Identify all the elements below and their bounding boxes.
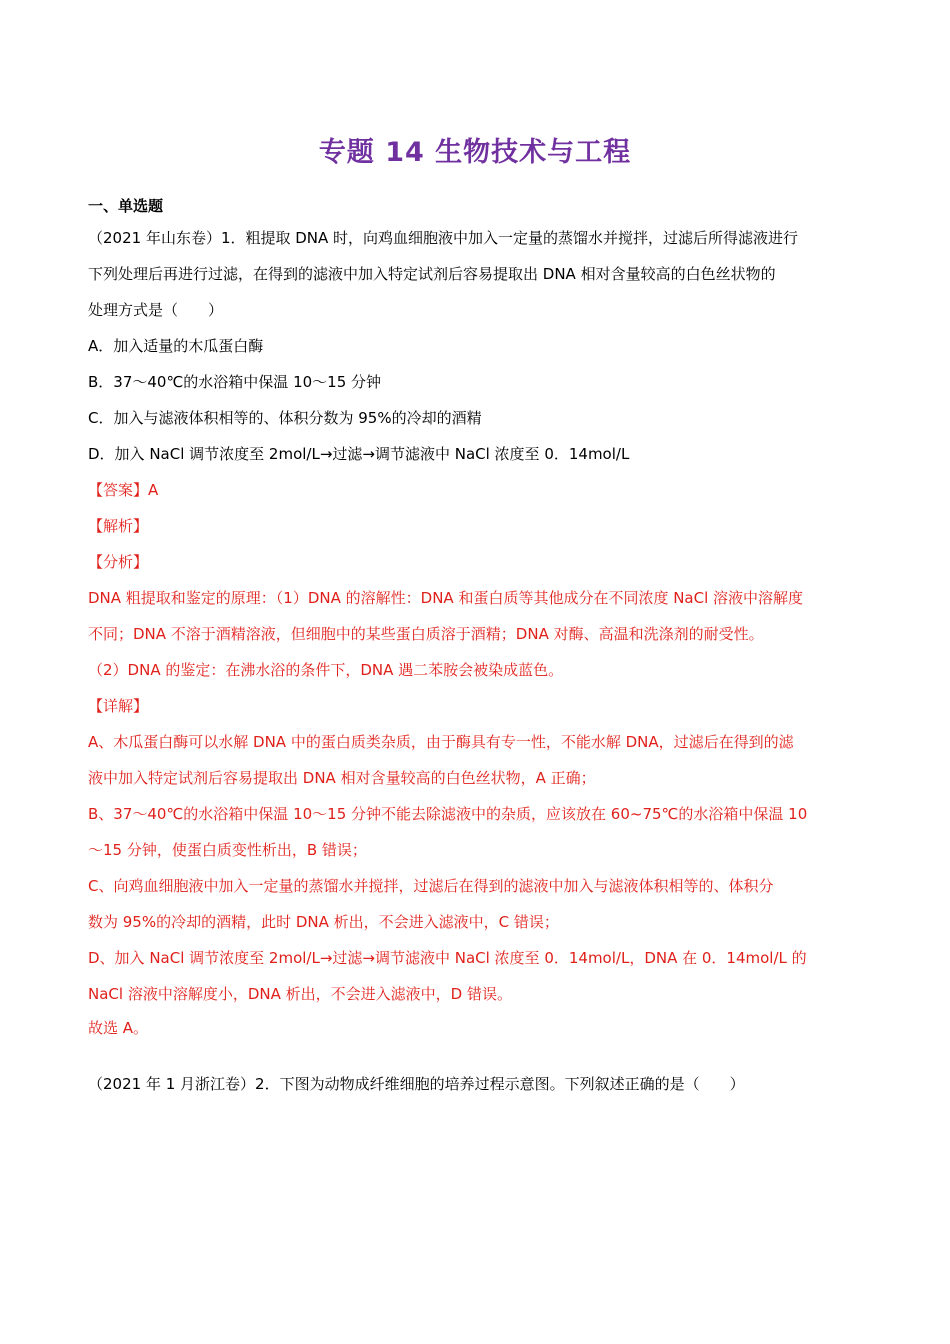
detail-line-7: D、加入 NaCl 调节浓度至 2mol/L→过滤→调节滤液中 NaCl 浓度至 0．14mol/L，DNA 在 0．14mol/L 的 <box>88 949 807 967</box>
detail-line-3: B、37～40℃的水浴箱中保温 10～15 分钟不能去除滤液中的杂质，应该放在 60~75℃的水浴箱中保温 10 <box>88 805 808 823</box>
analysis-line-3: （2）DNA 的鉴定：在沸水浴的条件下，DNA 遇二苯胺会被染成蓝色。 <box>88 661 564 679</box>
detail-line-4: ～15 分钟，使蛋白质变性析出，B 错误； <box>88 841 367 859</box>
answer-label: 【答案】A <box>88 481 159 499</box>
section-heading: 一、单选题 <box>88 197 164 215</box>
option-c: C．加入与滤液体积相等的、体积分数为 95%的冷却的酒精 <box>88 409 482 427</box>
question-1-stem-line-1: （2021 年山东卷）1．粗提取 DNA 时，向鸡血细胞液中加入一定量的蒸馏水并搅拌，过滤后所得滤液进行 <box>88 229 799 247</box>
question-2-stem: （2021 年 1 月浙江卷）2．下图为动物成纤维细胞的培养过程示意图。下列叙述正确的是（ ） <box>88 1075 745 1093</box>
question-2 <box>88 1066 863 1102</box>
page-title: 专题 14 生物技术与工程 <box>318 137 632 168</box>
analysis-line-2: 不同；DNA 不溶于酒精溶液，但细胞中的某些蛋白质溶于酒精；DNA 对酶、高温和洗涤剂的耐受性。 <box>88 625 764 643</box>
question-1-stem-line-3: 处理方式是（ ） <box>88 301 224 319</box>
question-1-stem-line-2: 下列处理后再进行过滤，在得到的滤液中加入特定试剂后容易提取出 DNA 相对含量较高的白色丝状物的 <box>88 265 776 283</box>
question-1 <box>88 220 863 1044</box>
detail-line-5: C、向鸡血细胞液中加入一定量的蒸馏水并搅拌，过滤后在得到的滤液中加入与滤液体积相等的、体积分 <box>88 877 774 895</box>
option-a: A．加入适量的木瓜蛋白酶 <box>88 337 264 355</box>
detail-line-6: 数为 95%的冷却的酒精，此时 DNA 析出，不会进入滤液中，C 错误； <box>88 913 559 931</box>
detail-line-2: 液中加入特定试剂后容易提取出 DNA 相对含量较高的白色丝状物，A 正确； <box>88 769 596 787</box>
option-d: D．加入 NaCl 调节浓度至 2mol/L→过滤→调节滤液中 NaCl 浓度至 0．14mol/L <box>88 445 630 463</box>
detail-line-8: NaCl 溶液中溶解度小，DNA 析出，不会进入滤液中，D 错误。 <box>88 985 512 1003</box>
conclusion: 故选 A。 <box>88 1019 149 1037</box>
analysis-line-1: DNA 粗提取和鉴定的原理：（1）DNA 的溶解性：DNA 和蛋白质等其他成分在不同浓度 NaCl 溶液中溶解度 <box>88 589 804 607</box>
jiexi-label: 【解析】 <box>88 517 149 535</box>
fenxi-label: 【分析】 <box>88 553 149 571</box>
detail-line-1: A、木瓜蛋白酶可以水解 DNA 中的蛋白质类杂质，由于酶具有专一性，不能水解 DNA，过滤后在得到的滤 <box>88 733 794 751</box>
option-b: B．37～40℃的水浴箱中保温 10～15 分钟 <box>88 373 382 391</box>
detail-label: 【详解】 <box>88 697 149 715</box>
document-body <box>88 196 863 1102</box>
